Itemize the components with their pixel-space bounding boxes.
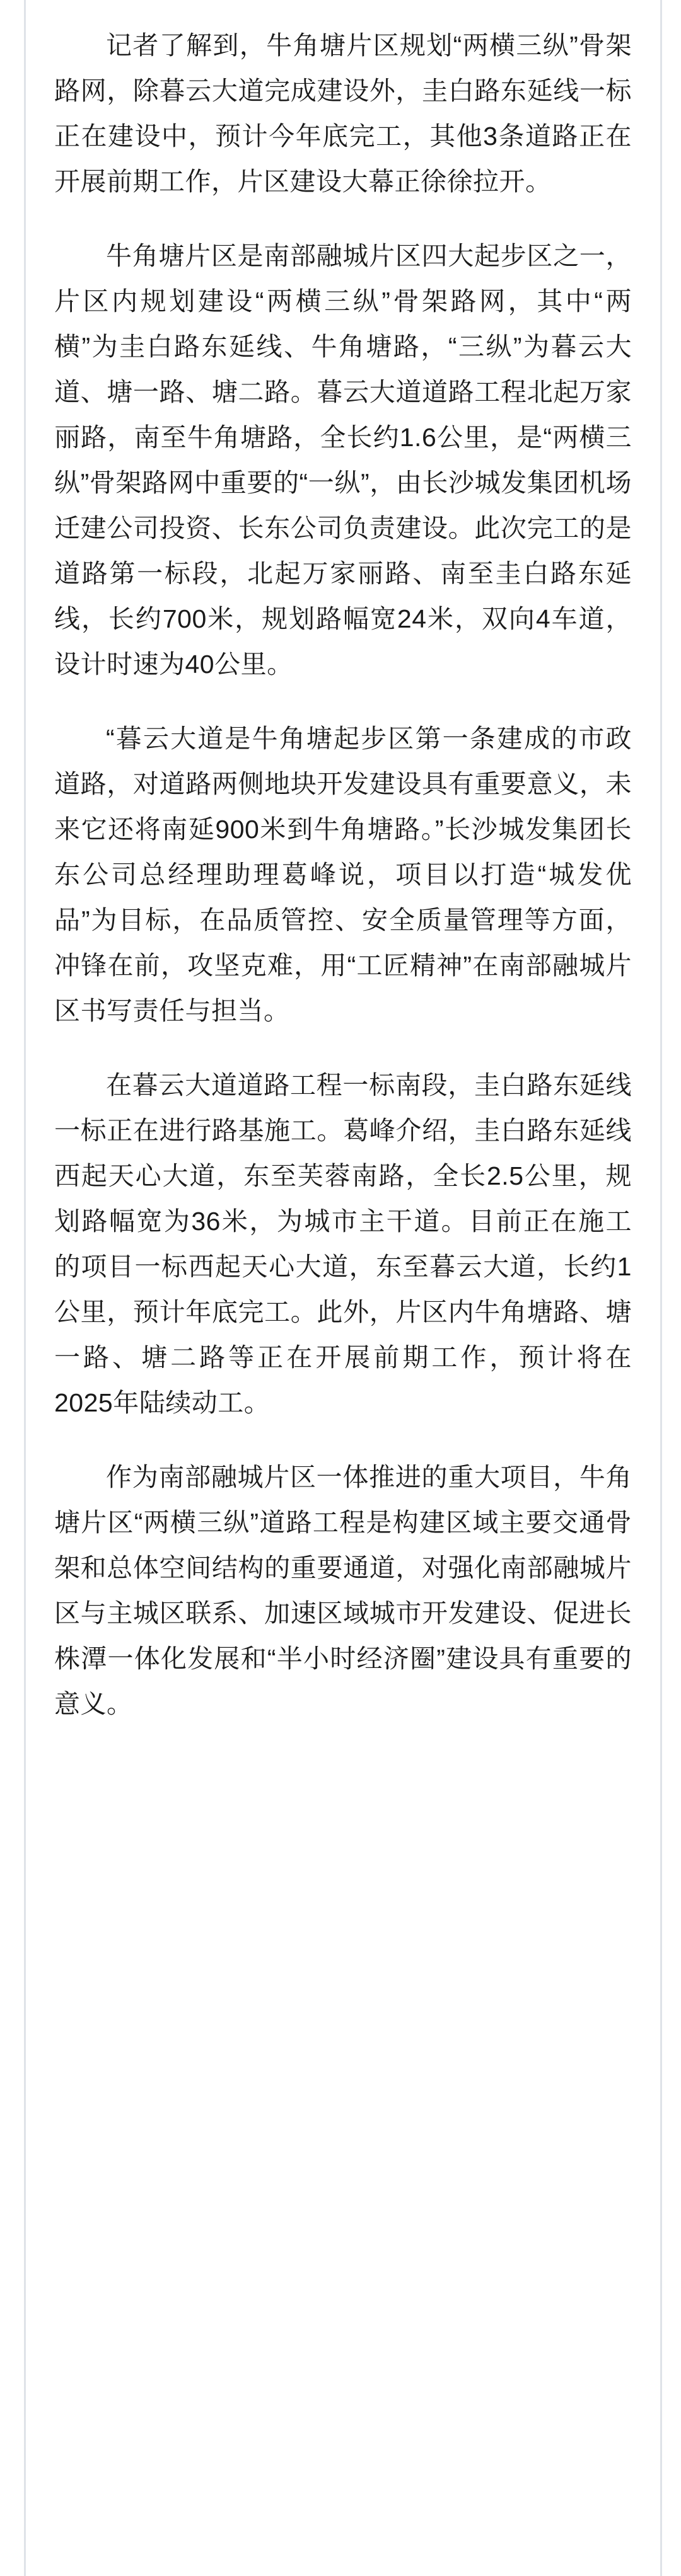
article-paragraph: 牛角塘片区是南部融城片区四大起步区之一，片区内规划建设“两横三纵”骨架路网，其中“两横”为圭白路东延线、牛角塘路，“三纵”为暮云大道、塘一路、塘二路。暮云大道道路工程北起万家丽路，南至牛角塘路，全长约1.6公里，是“两横三纵”骨架路网中重要的“一纵”，由长沙城发集团机场迁建公司投资、长东公司负责建设。此次完工的是道路第一标段，北起万家丽路、南至圭白路东延线，长约700米，规划路幅宽24米，双向4车道，设计时速为40公里。	[54, 241, 632, 679]
article-body	[54, 23, 632, 1727]
article-paragraph: “暮云大道是牛角塘起步区第一条建成的市政道路，对道路两侧地块开发建设具有重要意义，未来它还将南延900米到牛角塘路。”长沙城发集团长东公司总经理助理葛峰说，项目以打造“城发优品”为目标，在品质管控、安全质量管理等方面，冲锋在前，攻坚克难，用“工匠精神”在南部融城片区书写责任与担当。	[54, 724, 632, 1025]
article-paragraph: 作为南部融城片区一体推进的重大项目，牛角塘片区“两横三纵”道路工程是构建区域主要交通骨架和总体空间结构的重要通道，对强化南部融城片区与主城区联系、加速区域城市开发建设、促进长株潭一体化发展和“半小时经济圈”建设具有重要的意义。	[54, 1463, 632, 1718]
right-margin-rule	[660, 0, 662, 2576]
article-paragraph: 记者了解到，牛角塘片区规划“两横三纵”骨架路网，除暮云大道完成建设外，圭白路东延线一标正在建设中，预计今年底完工，其他3条道路正在开展前期工作，片区建设大幕正徐徐拉开。	[54, 31, 632, 196]
left-margin-rule	[24, 0, 26, 2576]
article-paragraph: 在暮云大道道路工程一标南段，圭白路东延线一标正在进行路基施工。葛峰介绍，圭白路东延线西起天心大道，东至芙蓉南路，全长2.5公里，规划路幅宽为36米，为城市主干道。目前正在施工的项目一标西起天心大道，东至暮云大道，长约1公里，预计年底完工。此外，片区内牛角塘路、塘一路、塘二路等正在开展前期工作，预计将在2025年陆续动工。	[54, 1071, 632, 1417]
